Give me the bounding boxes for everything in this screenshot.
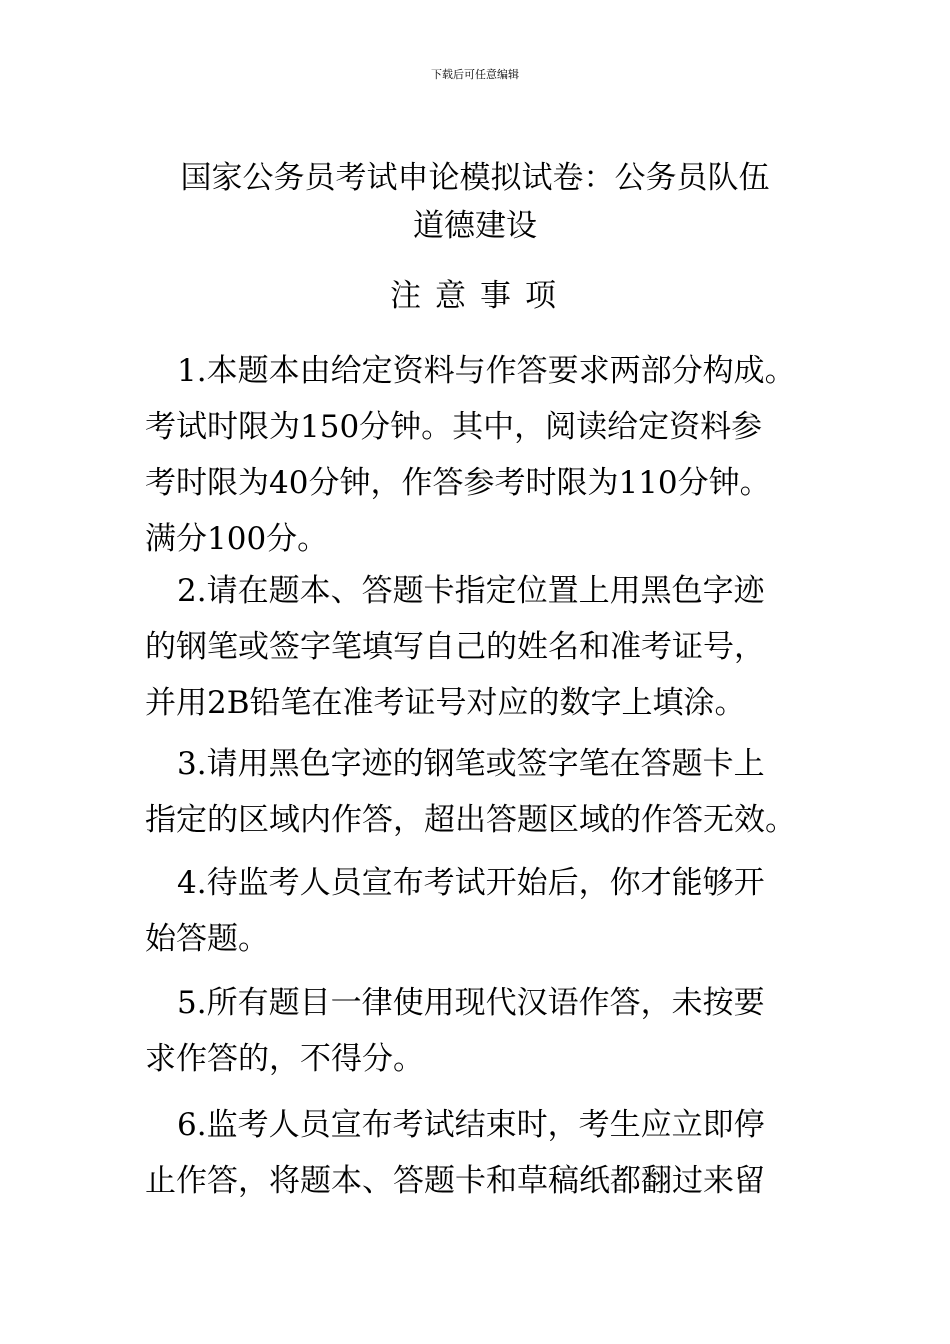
notice-heading: 注意事项 <box>390 278 570 314</box>
notice-item-3 <box>145 736 825 848</box>
notice-item-1-line-4: 满分100分。 <box>145 521 329 557</box>
notice-item-3-line-1: 3.请用黑色字迹的钢笔或签字笔在答题卡上 <box>177 746 765 782</box>
notice-item-2 <box>145 563 825 731</box>
notice-item-4-line-2: 始答题。 <box>145 921 269 957</box>
notice-item-5-line-2: 求作答的，不得分。 <box>145 1041 424 1077</box>
notice-item-5 <box>145 975 825 1087</box>
notice-item-2-line-3: 并用2B铅笔在准考证号对应的数字上填涂。 <box>145 685 746 721</box>
notice-item-4 <box>145 855 825 967</box>
notice-item-6-line-2: 止作答，将题本、答题卡和草稿纸都翻过来留 <box>145 1163 765 1199</box>
notice-item-6 <box>145 1097 825 1209</box>
notice-item-1-line-1: 1.本题本由给定资料与作答要求两部分构成。 <box>177 353 796 389</box>
document-title-line-1: 国家公务员考试申论模拟试卷：公务员队伍 <box>180 160 770 196</box>
notice-item-1-line-2: 考试时限为150分钟。其中，阅读给定资料参 <box>145 409 763 445</box>
document-title-line-2: 道德建设 <box>413 208 537 244</box>
notice-item-6-line-1: 6.监考人员宣布考试结束时，考生应立即停 <box>177 1107 765 1143</box>
notice-item-2-line-2: 的钢笔或签字笔填写自己的姓名和准考证号， <box>145 629 765 665</box>
notice-item-5-line-1: 5.所有题目一律使用现代汉语作答，未按要 <box>177 985 765 1021</box>
notice-item-2-line-1: 2.请在题本、答题卡指定位置上用黑色字迹 <box>177 573 765 609</box>
notice-item-1-line-3: 考时限为40分钟，作答参考时限为110分钟。 <box>145 465 771 501</box>
notice-item-4-line-1: 4.待监考人员宣布考试开始后，你才能够开 <box>177 865 765 901</box>
notice-item-1 <box>145 343 825 567</box>
header-note: 下载后可任意编辑 <box>431 68 519 81</box>
notice-item-3-line-2: 指定的区域内作答，超出答题区域的作答无效。 <box>145 802 796 838</box>
